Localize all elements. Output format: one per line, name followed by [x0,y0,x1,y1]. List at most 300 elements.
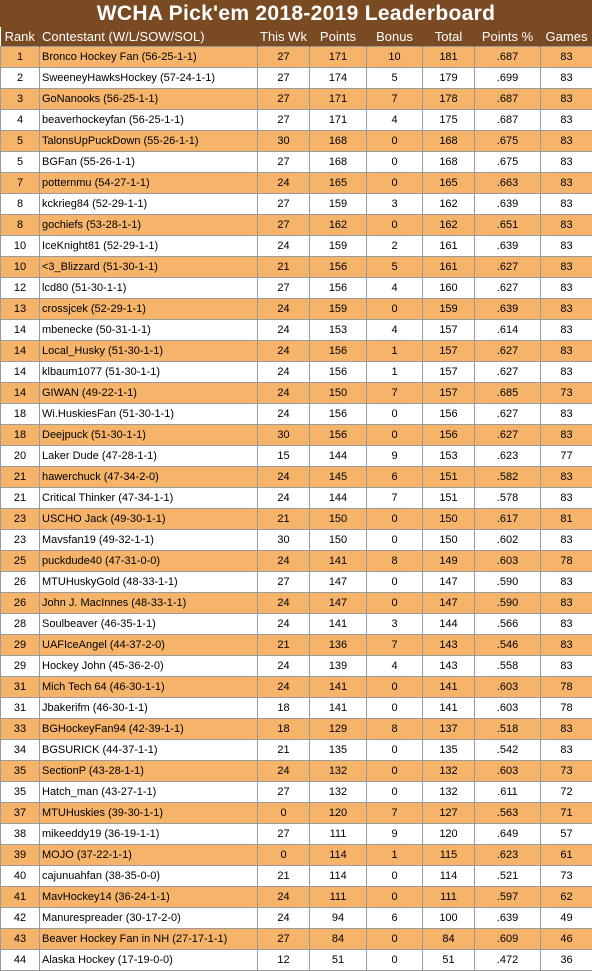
bonus-cell: 0 [367,572,423,593]
total-cell: 143 [423,656,475,677]
points-cell: 111 [310,824,367,845]
games-cell: 83 [541,404,592,425]
total-cell: 178 [423,89,475,110]
table-row [1,299,592,320]
contestant-cell: TalonsUpPuckDown (55-26-1-1) [40,131,258,152]
total-cell: 162 [423,194,475,215]
points-cell: 150 [310,530,367,551]
this-week-cell: 21 [258,257,310,278]
points-cell: 156 [310,404,367,425]
rank-cell: 20 [1,446,40,467]
rank-cell: 25 [1,551,40,572]
total-cell: 135 [423,740,475,761]
points-cell: 156 [310,362,367,383]
rank-cell: 35 [1,761,40,782]
points-percent-cell: .602 [475,530,541,551]
bonus-cell: 0 [367,698,423,719]
contestant-cell: mbenecke (50-31-1-1) [40,320,258,341]
table-row [1,383,592,404]
column-header-points: Points [310,27,367,47]
bonus-cell: 0 [367,593,423,614]
total-cell: 165 [423,173,475,194]
table-row [1,173,592,194]
rank-cell: 21 [1,488,40,509]
points-cell: 168 [310,152,367,173]
total-cell: 114 [423,866,475,887]
contestant-cell: Alaska Hockey (17-19-0-0) [40,950,258,971]
bonus-cell: 6 [367,467,423,488]
contestant-cell: klbaum1077 (51-30-1-1) [40,362,258,383]
column-header-total: Total [423,27,475,47]
total-cell: 150 [423,530,475,551]
games-cell: 83 [541,173,592,194]
rank-cell: 7 [1,173,40,194]
points-cell: 136 [310,635,367,656]
games-cell: 73 [541,383,592,404]
total-cell: 179 [423,68,475,89]
points-cell: 135 [310,740,367,761]
total-cell: 144 [423,614,475,635]
this-week-cell: 21 [258,866,310,887]
column-header-points-percent: Points % [475,27,541,47]
bonus-cell: 0 [367,866,423,887]
table-row [1,866,592,887]
points-cell: 114 [310,866,367,887]
this-week-cell: 24 [258,908,310,929]
games-cell: 62 [541,887,592,908]
this-week-cell: 24 [258,173,310,194]
this-week-cell: 24 [258,551,310,572]
total-cell: 162 [423,215,475,236]
points-cell: 156 [310,257,367,278]
total-cell: 168 [423,152,475,173]
points-percent-cell: .611 [475,782,541,803]
games-cell: 49 [541,908,592,929]
table-row [1,887,592,908]
table-row [1,278,592,299]
games-cell: 83 [541,572,592,593]
games-cell: 61 [541,845,592,866]
rank-cell: 31 [1,698,40,719]
total-cell: 120 [423,824,475,845]
this-week-cell: 27 [258,782,310,803]
contestant-cell: UAFIceAngel (44-37-2-0) [40,635,258,656]
bonus-cell: 0 [367,299,423,320]
bonus-cell: 0 [367,677,423,698]
total-cell: 132 [423,761,475,782]
rank-cell: 18 [1,425,40,446]
table-row [1,740,592,761]
games-cell: 81 [541,509,592,530]
rank-cell: 8 [1,215,40,236]
points-cell: 144 [310,488,367,509]
games-cell: 83 [541,488,592,509]
contestant-cell: Deejpuck (51-30-1-1) [40,425,258,446]
table-row [1,320,592,341]
contestant-cell: <3_Blizzard (51-30-1-1) [40,257,258,278]
games-cell: 83 [541,425,592,446]
games-cell: 57 [541,824,592,845]
bonus-cell: 8 [367,719,423,740]
points-percent-cell: .627 [475,257,541,278]
total-cell: 151 [423,467,475,488]
table-row [1,635,592,656]
bonus-cell: 7 [367,803,423,824]
points-percent-cell: .639 [475,299,541,320]
contestant-cell: Hockey John (45-36-2-0) [40,656,258,677]
contestant-cell: GIWAN (49-22-1-1) [40,383,258,404]
points-cell: 171 [310,110,367,131]
points-percent-cell: .627 [475,341,541,362]
bonus-cell: 7 [367,89,423,110]
table-row [1,509,592,530]
points-percent-cell: .603 [475,761,541,782]
points-cell: 156 [310,425,367,446]
points-cell: 150 [310,383,367,404]
contestant-cell: Beaver Hockey Fan in NH (27-17-1-1) [40,929,258,950]
points-percent-cell: .687 [475,47,541,68]
points-percent-cell: .597 [475,887,541,908]
games-cell: 71 [541,803,592,824]
header-row [1,27,592,47]
points-cell: 144 [310,446,367,467]
points-cell: 132 [310,782,367,803]
points-percent-cell: .566 [475,614,541,635]
total-cell: 160 [423,278,475,299]
table-row [1,488,592,509]
this-week-cell: 27 [258,89,310,110]
this-week-cell: 27 [258,572,310,593]
rank-cell: 5 [1,131,40,152]
bonus-cell: 6 [367,908,423,929]
total-cell: 161 [423,236,475,257]
rank-cell: 3 [1,89,40,110]
total-cell: 156 [423,404,475,425]
total-cell: 141 [423,677,475,698]
contestant-cell: Soulbeaver (46-35-1-1) [40,614,258,635]
contestant-cell: potternmu (54-27-1-1) [40,173,258,194]
games-cell: 83 [541,299,592,320]
total-cell: 153 [423,446,475,467]
games-cell: 72 [541,782,592,803]
points-percent-cell: .590 [475,593,541,614]
this-week-cell: 12 [258,950,310,971]
this-week-cell: 24 [258,467,310,488]
contestant-cell: Manurespreader (30-17-2-0) [40,908,258,929]
this-week-cell: 27 [258,68,310,89]
points-cell: 159 [310,194,367,215]
table-row [1,362,592,383]
rank-cell: 4 [1,110,40,131]
contestant-cell: Mavsfan19 (49-32-1-1) [40,530,258,551]
points-percent-cell: .617 [475,509,541,530]
bonus-cell: 0 [367,782,423,803]
games-cell: 78 [541,677,592,698]
contestant-cell: mikeeddy19 (36-19-1-1) [40,824,258,845]
rank-cell: 13 [1,299,40,320]
total-cell: 51 [423,950,475,971]
table-row [1,803,592,824]
points-percent-cell: .558 [475,656,541,677]
rank-cell: 12 [1,278,40,299]
rank-cell: 26 [1,593,40,614]
games-cell: 83 [541,614,592,635]
bonus-cell: 0 [367,215,423,236]
table-row [1,89,592,110]
this-week-cell: 24 [258,299,310,320]
points-cell: 132 [310,761,367,782]
games-cell: 36 [541,950,592,971]
contestant-cell: USCHO Jack (49-30-1-1) [40,509,258,530]
bonus-cell: 0 [367,530,423,551]
this-week-cell: 27 [258,824,310,845]
points-percent-cell: .639 [475,908,541,929]
column-header-games: Games [541,27,592,47]
contestant-cell: MOJO (37-22-1-1) [40,845,258,866]
games-cell: 83 [541,467,592,488]
table-row [1,404,592,425]
games-cell: 83 [541,89,592,110]
this-week-cell: 18 [258,719,310,740]
this-week-cell: 0 [258,803,310,824]
table-row [1,215,592,236]
points-cell: 156 [310,341,367,362]
contestant-cell: IceKnight81 (52-29-1-1) [40,236,258,257]
this-week-cell: 27 [258,152,310,173]
games-cell: 78 [541,551,592,572]
this-week-cell: 21 [258,509,310,530]
table-row [1,257,592,278]
table-row [1,908,592,929]
rank-cell: 44 [1,950,40,971]
this-week-cell: 24 [258,236,310,257]
games-cell: 73 [541,866,592,887]
table-row [1,467,592,488]
total-cell: 157 [423,320,475,341]
total-cell: 137 [423,719,475,740]
total-cell: 111 [423,887,475,908]
bonus-cell: 7 [367,635,423,656]
table-row [1,656,592,677]
table-row [1,152,592,173]
bonus-cell: 0 [367,887,423,908]
games-cell: 83 [541,593,592,614]
points-percent-cell: .603 [475,677,541,698]
points-percent-cell: .685 [475,383,541,404]
points-percent-cell: .687 [475,89,541,110]
rank-cell: 29 [1,635,40,656]
games-cell: 83 [541,656,592,677]
games-cell: 83 [541,635,592,656]
column-header-rank: Rank [1,27,40,47]
column-header-contestant: Contestant (W/L/SOW/SOL) [40,27,258,47]
points-cell: 159 [310,236,367,257]
this-week-cell: 24 [258,761,310,782]
rank-cell: 31 [1,677,40,698]
rank-cell: 5 [1,152,40,173]
bonus-cell: 5 [367,68,423,89]
rank-cell: 41 [1,887,40,908]
points-percent-cell: .472 [475,950,541,971]
points-percent-cell: .590 [475,572,541,593]
this-week-cell: 27 [258,194,310,215]
table-row [1,530,592,551]
contestant-cell: BGSURICK (44-37-1-1) [40,740,258,761]
contestant-cell: lcd80 (51-30-1-1) [40,278,258,299]
points-percent-cell: .521 [475,866,541,887]
points-percent-cell: .627 [475,278,541,299]
total-cell: 132 [423,782,475,803]
table-row [1,845,592,866]
this-week-cell: 0 [258,845,310,866]
rank-cell: 23 [1,530,40,551]
contestant-cell: SectionP (43-28-1-1) [40,761,258,782]
rank-cell: 42 [1,908,40,929]
this-week-cell: 30 [258,131,310,152]
games-cell: 46 [541,929,592,950]
games-cell: 83 [541,740,592,761]
contestant-cell: Bronco Hockey Fan (56-25-1-1) [40,47,258,68]
this-week-cell: 27 [258,278,310,299]
total-cell: 157 [423,362,475,383]
contestant-cell: John J. MacInnes (48-33-1-1) [40,593,258,614]
games-cell: 83 [541,194,592,215]
points-percent-cell: .623 [475,446,541,467]
table-row [1,698,592,719]
rank-cell: 14 [1,341,40,362]
points-cell: 150 [310,509,367,530]
games-cell: 83 [541,236,592,257]
table-row [1,719,592,740]
rank-cell: 29 [1,656,40,677]
rank-cell: 37 [1,803,40,824]
leaderboard-table [0,27,592,971]
points-cell: 159 [310,299,367,320]
contestant-cell: Wi.HuskiesFan (51-30-1-1) [40,404,258,425]
rank-cell: 43 [1,929,40,950]
points-percent-cell: .518 [475,719,541,740]
table-row [1,572,592,593]
bonus-cell: 0 [367,740,423,761]
table-row [1,551,592,572]
bonus-cell: 9 [367,446,423,467]
bonus-cell: 4 [367,110,423,131]
games-cell: 83 [541,68,592,89]
leaderboard-rows [1,47,592,971]
points-percent-cell: .623 [475,845,541,866]
table-row [1,593,592,614]
table-row [1,341,592,362]
points-percent-cell: .627 [475,404,541,425]
points-cell: 171 [310,47,367,68]
games-cell: 78 [541,698,592,719]
rank-cell: 38 [1,824,40,845]
points-cell: 147 [310,593,367,614]
this-week-cell: 24 [258,488,310,509]
bonus-cell: 1 [367,845,423,866]
this-week-cell: 30 [258,530,310,551]
games-cell: 83 [541,362,592,383]
rank-cell: 1 [1,47,40,68]
table-row [1,68,592,89]
this-week-cell: 24 [258,656,310,677]
rank-cell: 14 [1,362,40,383]
points-cell: 141 [310,551,367,572]
games-cell: 83 [541,341,592,362]
total-cell: 157 [423,383,475,404]
points-cell: 114 [310,845,367,866]
table-row [1,929,592,950]
bonus-cell: 7 [367,383,423,404]
this-week-cell: 24 [258,593,310,614]
rank-cell: 28 [1,614,40,635]
points-cell: 84 [310,929,367,950]
total-cell: 84 [423,929,475,950]
rank-cell: 23 [1,509,40,530]
bonus-cell: 0 [367,425,423,446]
points-cell: 51 [310,950,367,971]
points-percent-cell: .699 [475,68,541,89]
table-row [1,614,592,635]
points-percent-cell: .603 [475,698,541,719]
bonus-cell: 2 [367,236,423,257]
total-cell: 150 [423,509,475,530]
bonus-cell: 0 [367,761,423,782]
rank-cell: 39 [1,845,40,866]
bonus-cell: 0 [367,950,423,971]
points-percent-cell: .609 [475,929,541,950]
table-row [1,110,592,131]
this-week-cell: 24 [258,404,310,425]
bonus-cell: 0 [367,131,423,152]
this-week-cell: 21 [258,635,310,656]
total-cell: 181 [423,47,475,68]
bonus-cell: 8 [367,551,423,572]
contestant-cell: Critical Thinker (47-34-1-1) [40,488,258,509]
contestant-cell: cajunuahfan (38-35-0-0) [40,866,258,887]
contestant-cell: hawerchuck (47-34-2-0) [40,467,258,488]
total-cell: 127 [423,803,475,824]
table-row [1,131,592,152]
total-cell: 157 [423,341,475,362]
bonus-cell: 1 [367,362,423,383]
rank-cell: 35 [1,782,40,803]
games-cell: 83 [541,320,592,341]
total-cell: 147 [423,572,475,593]
total-cell: 100 [423,908,475,929]
column-header-bonus: Bonus [367,27,423,47]
points-cell: 129 [310,719,367,740]
bonus-cell: 1 [367,341,423,362]
points-cell: 141 [310,698,367,719]
games-cell: 83 [541,257,592,278]
contestant-cell: Laker Dude (47-28-1-1) [40,446,258,467]
bonus-cell: 4 [367,278,423,299]
contestant-cell: puckdude40 (47-31-0-0) [40,551,258,572]
this-week-cell: 27 [258,929,310,950]
points-percent-cell: .639 [475,236,541,257]
total-cell: 168 [423,131,475,152]
this-week-cell: 24 [258,320,310,341]
points-percent-cell: .639 [475,194,541,215]
games-cell: 83 [541,719,592,740]
points-percent-cell: .675 [475,131,541,152]
games-cell: 83 [541,530,592,551]
bonus-cell: 0 [367,173,423,194]
games-cell: 77 [541,446,592,467]
contestant-cell: MavHockey14 (36-24-1-1) [40,887,258,908]
games-cell: 83 [541,110,592,131]
